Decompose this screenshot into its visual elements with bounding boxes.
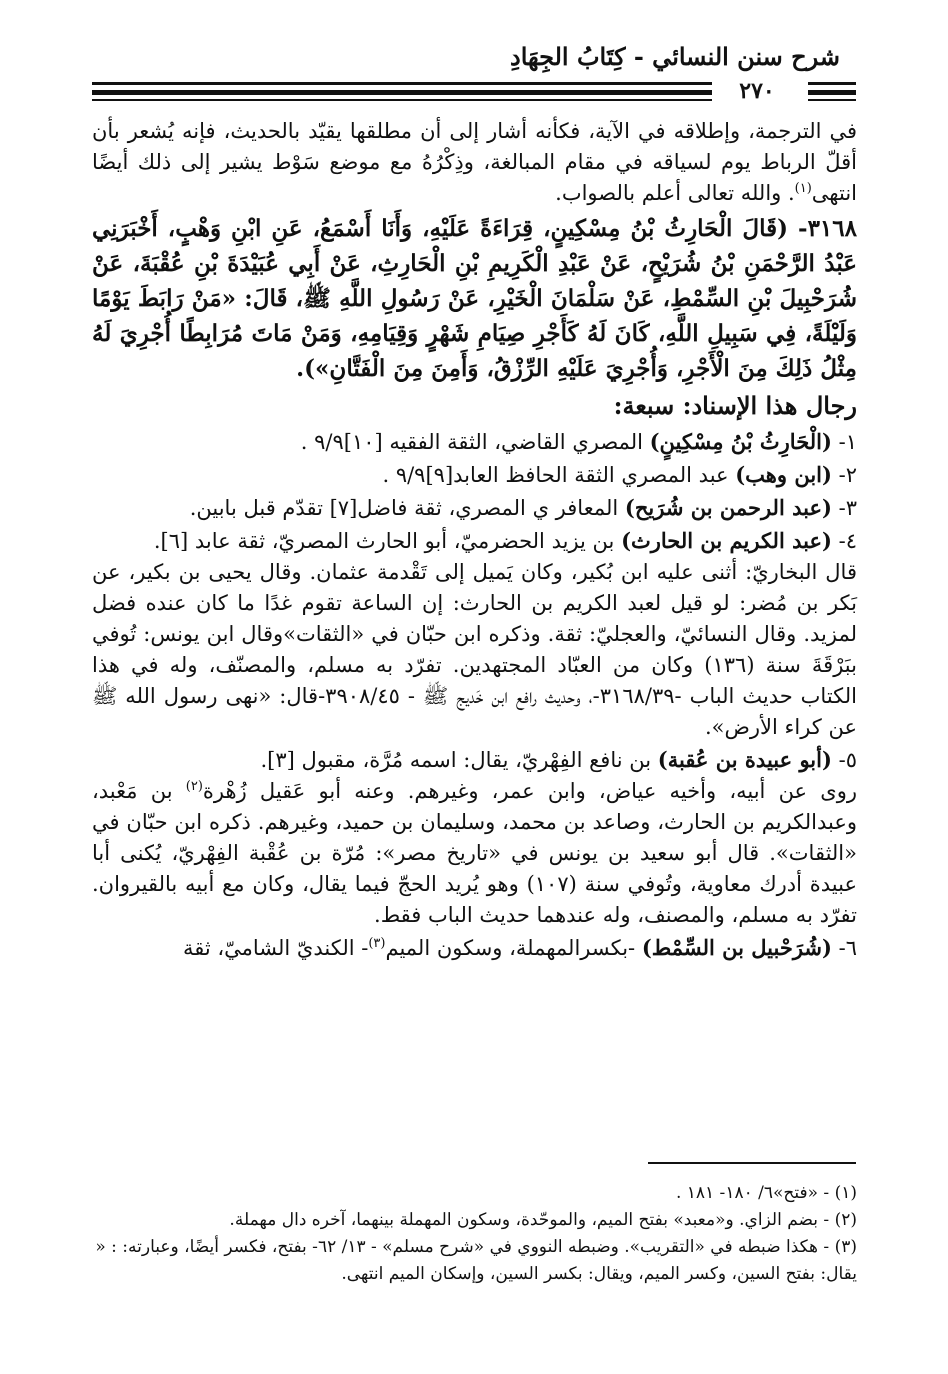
narrator-entry: ٤- (عبد الكريم بن الحارث) بن يزيد الحضرميّ، أبو الحارث المصريّ، ثقة عابد [٦]. xyxy=(153,528,857,553)
running-header-title: شرح سنن النسائي - كِتَابُ الجِهَادِ xyxy=(510,42,840,71)
hadith-text: ٣١٦٨- (قَالَ الْحَارِثُ بْنُ مِسْكِينٍ، قِرَاءَةً عَلَيْهِ، وَأَنَا أَسْمَعُ، عَنِ ابْنِ وَهْبٍ، أَخْبَرَنِي عَبْدُ الرَّحْمَنِ بْنُ شُرَيْحٍ، عَنْ عَبْدِ الْكَرِيمِ بْنِ الْحَارِثِ، عَنْ أَبِي عُبَيْدَةَ بْنِ عُقْبَةَ، عَنْ شُرَحْبِيلَ بْنِ السِّمْطِ، عَنْ سَلْمَانَ الْخَيْرِ، عَنْ رَسُولِ اللَّهِ ﷺ، قَالَ: «مَنْ رَابَطَ يَوْمًا وَلَيْلَةً، فِي سَبِيلِ اللَّهِ، كَانَ لَهُ كَأَجْرِ صِيَامِ شَهْرٍ وَقِيَامِهِ، وَمَنْ مَاتَ مُرَابِطًا أُجْرِيَ لَهُ مِثْلُ ذَلِكَ مِنَ الْأَجْرِ، وَأُجْرِيَ عَلَيْهِ الرِّزْقُ، وَأَمِنَ مِنَ الْفَتَّانِ»). xyxy=(92,215,857,382)
footnote-ref: (٣) xyxy=(368,936,386,951)
footnotes xyxy=(92,1180,857,1288)
narrator-name: (الْحَارِثُ بْنُ مِسْكِينٍ) xyxy=(649,429,832,454)
narrator-entry: ٢- (ابن وهب) عبد المصري الثقة الحافظ العابد[٩]٩/٩ . xyxy=(382,462,857,487)
narrator-biography: قال البخاريّ: أثنى عليه ابن بُكير، وكان يَميل إلى تَقْدمة عثمان. وقال يحيى بن بكير، عن بَكر بن مُضر: لو قيل لعبد الكريم بن الحارث: إن الساعة تقوم غدًا ما كان عنده فضل لمزيد. وقال النسائيّ، والعجليّ: ثقة. وذكره ابن حبّان في «الثقات»وقال ابن يونس: تُوفي ببَرْقَةَ سنة (١٣٦) وكان من العبّاد المجتهدين. تفرّد به مسلم، والمصنّف، وله في هذا الكتاب حديث الباب -٣١٦٨/٣٩-، وحديث رافع ابن خَديج ﷺ - ٣٩٠٨/٤٥-قال: «نهى رسول الله ﷺ عن كراء الأرض». xyxy=(92,560,857,739)
narrator-name: (عبد الرحمن بن شُرَيح) xyxy=(624,495,832,520)
header-rule xyxy=(808,99,856,101)
narrator-biography: روى عن أبيه، وأخيه عياض، وابن عمر، وغيرهم. وعنه أبو عَقيل زُهْرة$^{(٢)}$ بن مَعْبد، وعبدالكريم بن الحارث، وصاعد بن محمد، وسليمان بن حميد، وغيرهم. ذكره ابن حبّان في «الثقات». قال أبو سعيد بن يونس في «تاريخ مصر»: مُرّة بن عُقْبة الفِهْريّ، يُكنى أبا عبيدة أدرك معاوية، وتُوفي سنة (١٠٧) وهو يُريد الحجّ فيما يقال، وكان مع أبيه بالقيروان. تفرّد به مسلم، والمصنف، وله عندهما حديث الباب فقط. xyxy=(92,779,858,927)
header-rule xyxy=(92,90,712,95)
footnote: (١) - «فتح»٦/ ١٨٠- ١٨١ . xyxy=(675,1183,857,1203)
narrator-entry: ١- (الْحَارِثُ بْنُ مِسْكِينٍ) المصري القاضي، الثقة الفقيه [١٠]٩/٩ . xyxy=(300,429,857,454)
narrator-entry: ٣- (عبد الرحمن بن شُرَيح) المعافر ي المصري، ثقة فاضل[٧] تقدّم قبل بابين. xyxy=(189,495,857,520)
header-rule xyxy=(92,99,712,101)
narrator-name: (ابن وهب) xyxy=(735,462,832,487)
narrator-name: (أبو عبيدة بن عُقبة) xyxy=(657,747,832,772)
narrator-name: (شُرَحْبيل بن السِّمْط) xyxy=(641,935,832,960)
footnote: (٢) - بضم الزاي. و«معبد» بفتح الميم، والموحّدة، وسكون المهملة بينهما، آخره دال مهملة. xyxy=(229,1210,857,1230)
footnote-ref: (١) xyxy=(794,181,812,196)
narrator-entry: ٦- (شُرَحْبيل بن السِّمْط) -بكسرالمهملة، وسكون الميم$^{(٣)}$- الكنديّ الشاميّ، ثقة xyxy=(182,935,857,960)
footnote: (٣) - هكذا ضبطه في «التقريب». وضبطه النووي في «شرح مسلم» - ١٣/ ٦٢- بفتح، فكسر أيضًا، وعبارته: : « يقال: بفتح السين، وكسر الميم، ويقال: بكسر السين، وإسكان الميم انتهى. xyxy=(95,1237,857,1284)
narrator-entry: ٥- (أبو عبيدة بن عُقبة) بن نافع الفِهْريّ، يقال: اسمه مُرَّة، مقبول [٣]. xyxy=(260,747,857,772)
header-rule xyxy=(92,82,712,85)
page-number: ٢٧٠ xyxy=(739,78,775,104)
narrator-name: (عبد الكريم بن الحارث) xyxy=(621,528,832,553)
header-rule xyxy=(808,82,856,85)
main-text xyxy=(92,116,857,964)
header-rule xyxy=(808,90,856,95)
footnote-separator xyxy=(648,1162,856,1164)
footnote-ref: (٢) xyxy=(185,779,203,794)
section-heading: رجال هذا الإسناد: سبعة: xyxy=(613,391,857,420)
intro-paragraph: في الترجمة، وإطلاقه في الآية، فكأنه أشار إلى أن مطلقها يقيّد بالحديث، فإنه يُشعر بأن أقلّ الرباط يوم لسياقه في مقام المبالغة، وذِكْرُهُ مع موضع سَوْط يشير إلى ذلك أيضًا انتهى$^{(١)}$. والله تعالى أعلم بالصواب. xyxy=(92,119,857,205)
